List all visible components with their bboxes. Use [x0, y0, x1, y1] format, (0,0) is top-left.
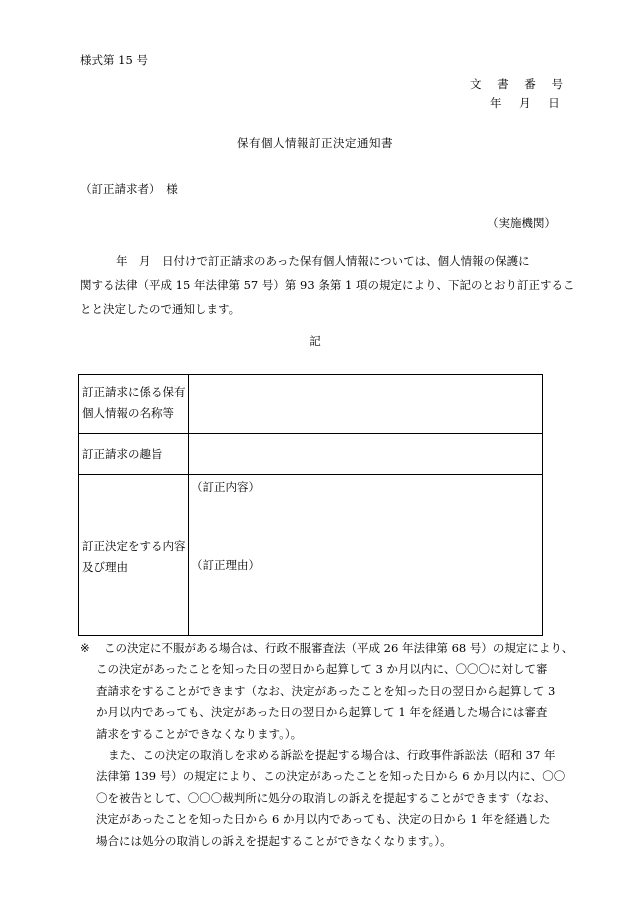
body-line: 年 月 日付けで訂正請求のあった保有個人情報については、個人情報の保護に	[116, 254, 530, 268]
note-line: 〇を被告として、〇〇〇裁判所に処分の取消しの訴えを提起することができます（なお、	[96, 790, 556, 805]
note-line: また、この決定の取消しを求める訴訟を提起する場合は、行政事件訴訟法（昭和 37 年	[108, 747, 556, 762]
date-label: 年 月 日	[490, 96, 567, 110]
note-line: ※ この決定に不服がある場合は、行政不服審査法（平成 26 年法律第 68 号）の規定により、	[80, 638, 552, 659]
addressee: （訂正請求者） 様	[80, 182, 178, 196]
notes-section	[80, 638, 574, 852]
document-title: 保有個人情報訂正決定通知書	[237, 136, 393, 150]
body-line: とと決定したので通知します。	[80, 302, 241, 316]
table-row	[79, 375, 542, 434]
correction-reason-note: （訂正理由）	[191, 558, 260, 572]
note-line: 査請求をすることができます（なお、決定があったことを知った日の翌日から起算して 3	[96, 683, 556, 698]
body-line: 関する法律（平成 15 年法律第 57 号）第 93 条第 1 項の規定により、下記のとおり訂正するこ	[80, 278, 575, 292]
note-mark: ※	[80, 641, 90, 655]
row-label-request-purpose: 訂正請求の趣旨	[82, 447, 163, 461]
note-line: この決定があったことを知った日の翌日から起算して 3 か月以内に、〇〇〇に対して審	[96, 662, 548, 677]
correction-content-note: （訂正内容）	[191, 480, 260, 494]
form-number: 様式第 15 号	[80, 53, 148, 67]
decision-table	[78, 374, 543, 636]
note-line: 場合には処分の取消しの訴えを提起することができなくなります。）。	[96, 833, 452, 848]
row-label-decision-content: 訂正決定をする内容 及び理由	[82, 539, 186, 574]
note-line: 決定があったことを知った日から 6 か月以内であっても、決定の日から 1 年を経過した	[96, 812, 551, 827]
note-line: か月以内であっても、決定があった日の翌日から起算して 1 年を経過した場合には審査	[96, 705, 548, 720]
sender-agency: （実施機関）	[487, 216, 556, 230]
body-paragraph	[80, 251, 575, 323]
document-number-label: 文 書 番 号	[470, 77, 569, 91]
row-label-info-name: 訂正請求に係る保有 個人情報の名称等	[82, 385, 186, 420]
note-line: 法律第 139 号）の規定により、この決定があったことを知った日から 6 か月以内に、〇〇	[96, 769, 566, 784]
note-line: 請求をすることができなくなります。）。	[96, 726, 303, 741]
table-row	[79, 475, 542, 635]
table-row	[79, 434, 542, 475]
ki-heading: 記	[309, 334, 321, 348]
